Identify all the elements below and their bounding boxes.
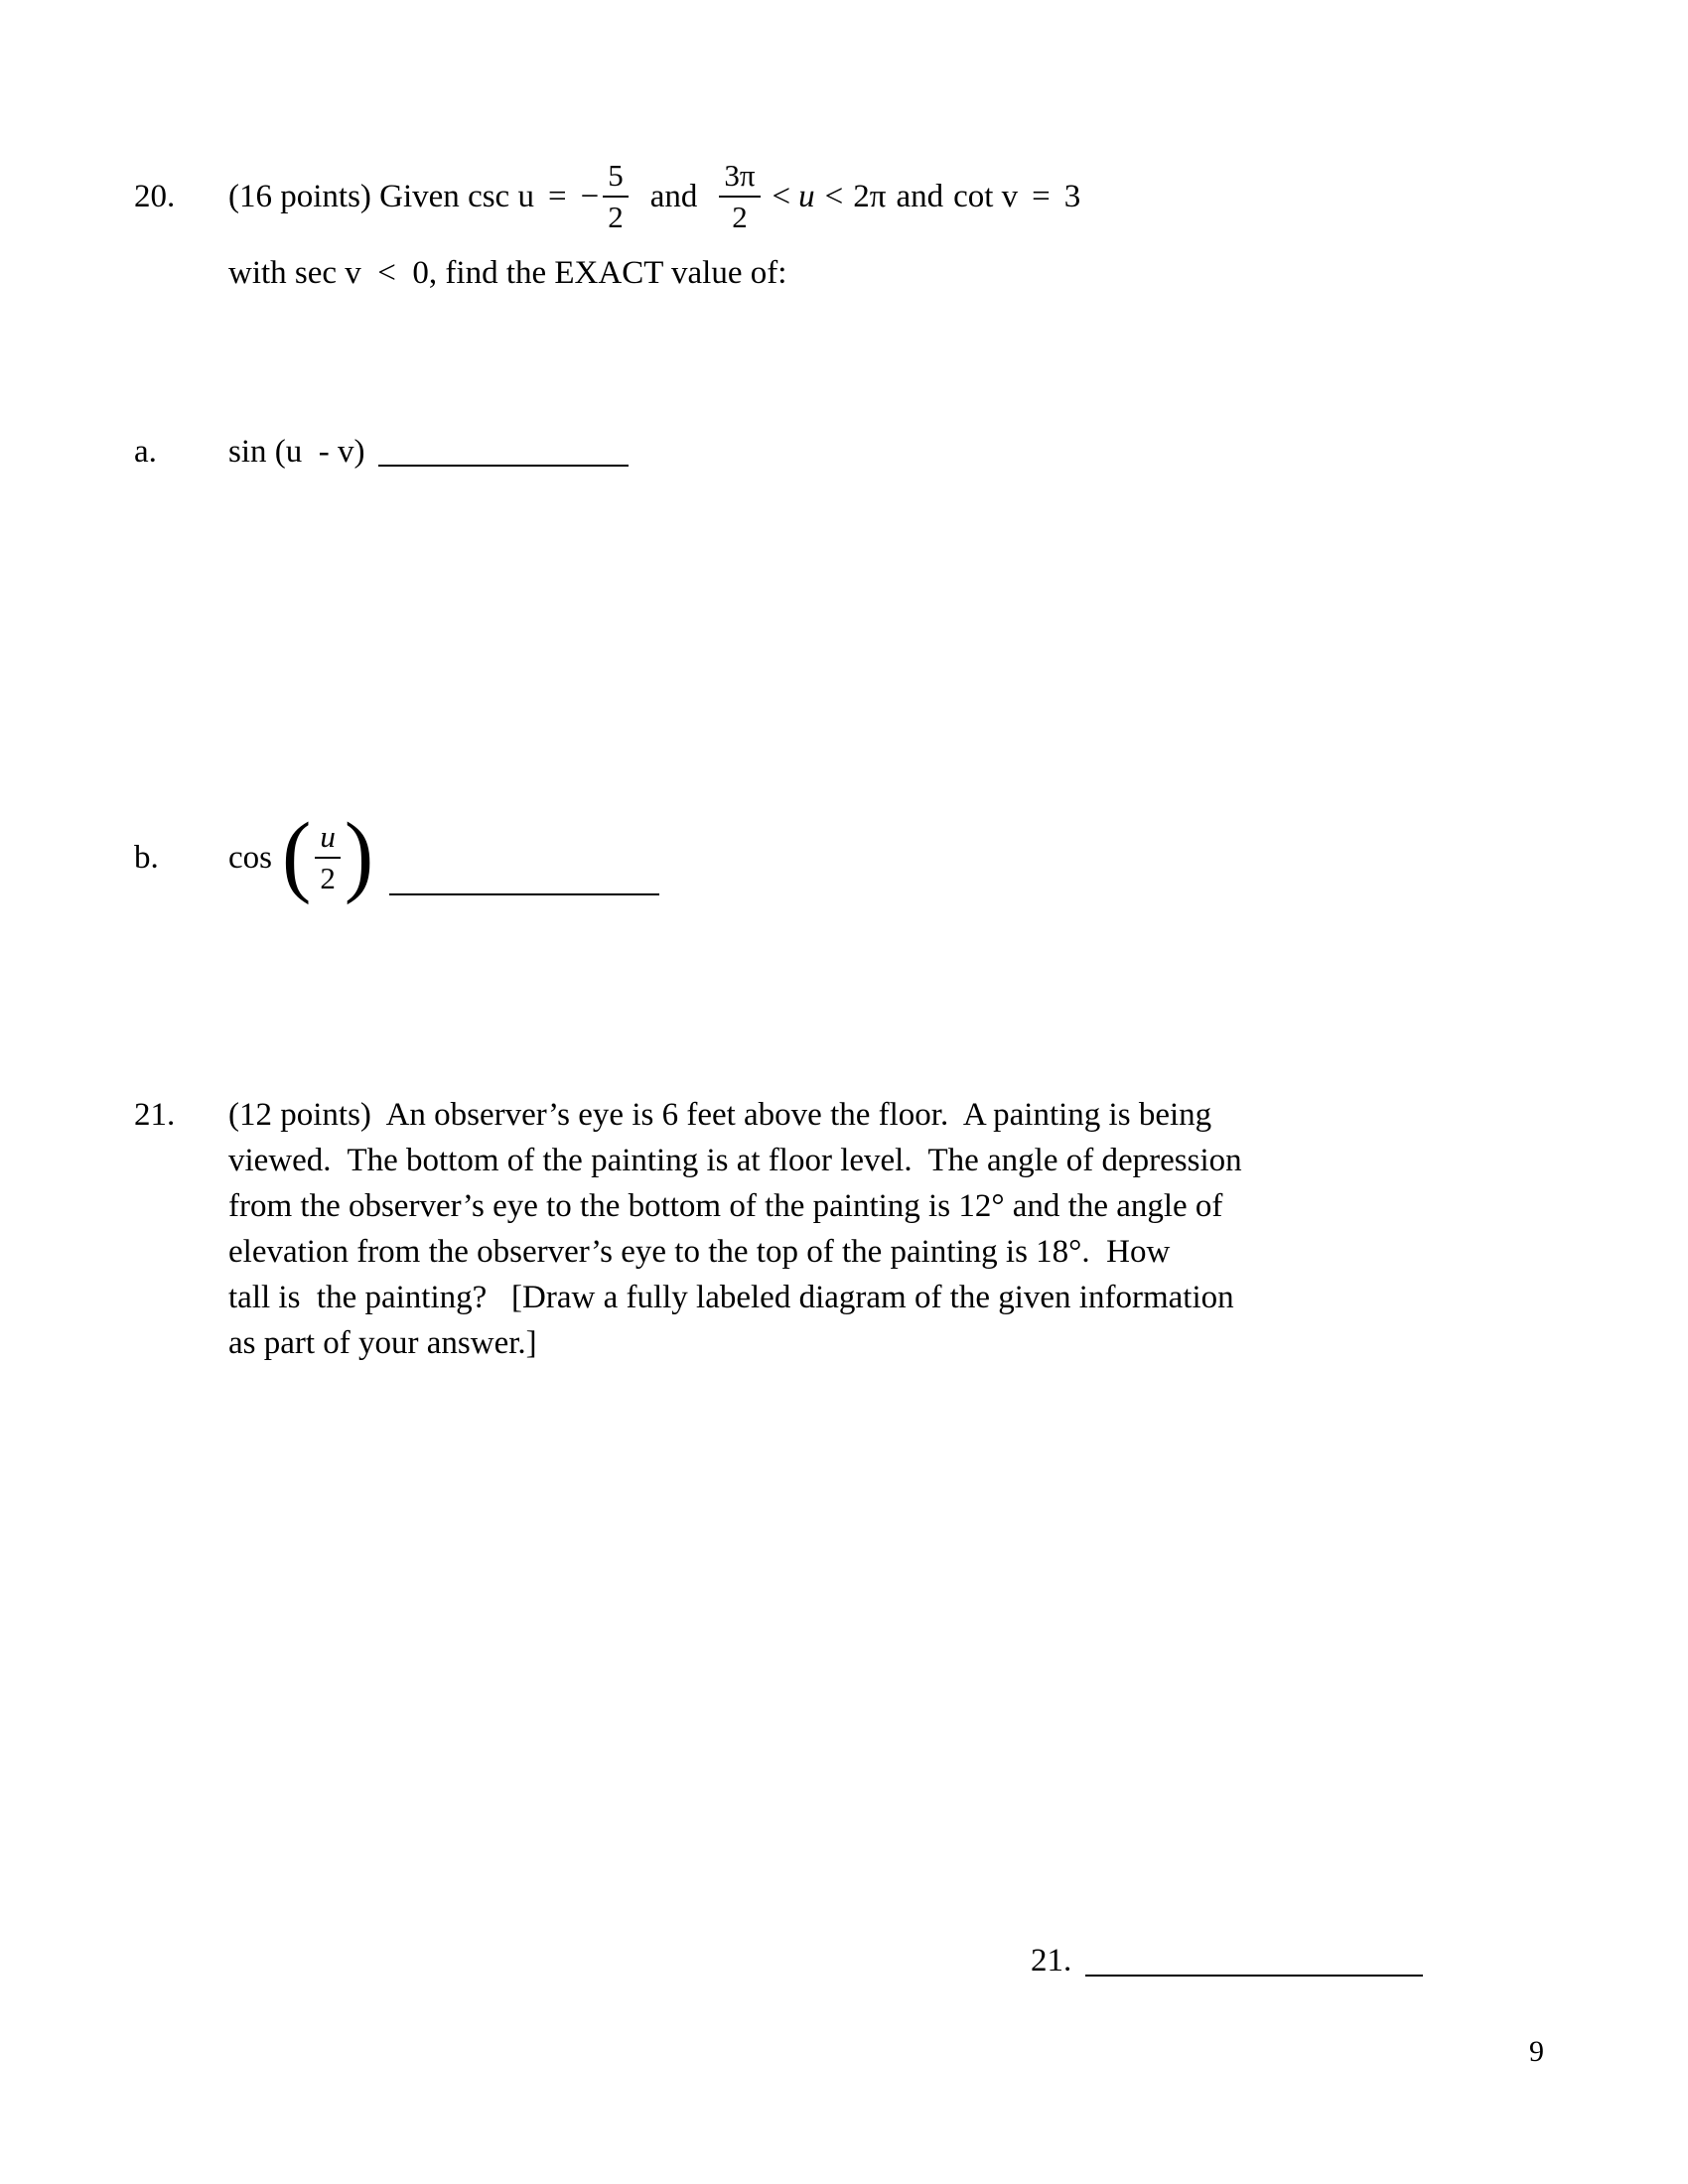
close-paren: )	[344, 804, 374, 906]
open-paren: (	[282, 804, 312, 906]
part-b-function: cos	[228, 840, 272, 876]
question-20-line1	[134, 147, 1080, 246]
fraction-numerator: 5	[603, 158, 629, 198]
fraction-u-over-2	[315, 819, 341, 895]
part-a-answer-blank	[378, 464, 629, 467]
paragraph-line: from the observer’s eye to the bottom of the painting is 12° and the angle of	[228, 1188, 1223, 1224]
part-a-row	[134, 429, 629, 475]
and-word-2: and	[896, 179, 944, 214]
csc-expression: csc u	[468, 179, 534, 214]
question-21-answer-blank	[1085, 1974, 1423, 1977]
u-variable: u	[798, 179, 815, 214]
paragraph-line: viewed. The bottom of the painting is at floor level. The angle of depression	[228, 1143, 1242, 1178]
question-20-line2: with sec v < 0, find the EXACT value of:	[228, 255, 787, 291]
question-20-intro: (16 points) Given	[228, 179, 469, 214]
paragraph-line: as part of your answer.]	[228, 1325, 537, 1361]
paragraph-line: elevation from the observer’s eye to the top of the painting is 18°. How	[228, 1234, 1171, 1270]
fraction-denominator: 2	[320, 861, 336, 895]
part-b-label: b.	[134, 840, 159, 876]
two-pi: 2π	[853, 179, 887, 214]
answer-label: 21.	[1031, 1943, 1072, 1979]
paragraph-line: (12 points) An observer’s eye is 6 feet above the floor. A painting is being	[228, 1097, 1212, 1133]
fraction-numerator: 3π	[719, 158, 760, 198]
fraction-denominator: 2	[732, 200, 748, 234]
minus-sign: −	[580, 179, 600, 214]
and-word-1: and	[649, 179, 698, 214]
part-a-expression: sin (u - v)	[228, 434, 365, 470]
question-21-answer-row	[1031, 1938, 1423, 1983]
page-number: 9	[1529, 2035, 1544, 2068]
part-a-label: a.	[134, 434, 157, 470]
value-three: 3	[1063, 179, 1081, 214]
part-b-answer-blank	[389, 892, 659, 895]
equals-sign-1: =	[547, 179, 567, 214]
question-21-number: 21.	[134, 1097, 176, 1133]
paragraph-line: tall is the painting? [Draw a fully labeled diagram of the given information	[228, 1280, 1234, 1315]
equals-sign-2: =	[1032, 179, 1051, 214]
fraction-numerator: u	[315, 819, 341, 859]
less-than-2: <	[824, 179, 844, 214]
less-than-1: <	[772, 179, 791, 214]
fraction-denominator: 2	[608, 200, 624, 234]
fraction-three-pi-halves	[719, 158, 760, 234]
part-b-row	[134, 806, 659, 909]
cot-expression: cot v	[953, 179, 1019, 214]
question-20-number: 20.	[134, 179, 176, 214]
fraction-five-halves	[603, 158, 629, 234]
question-21-paragraph	[228, 1092, 1479, 1366]
